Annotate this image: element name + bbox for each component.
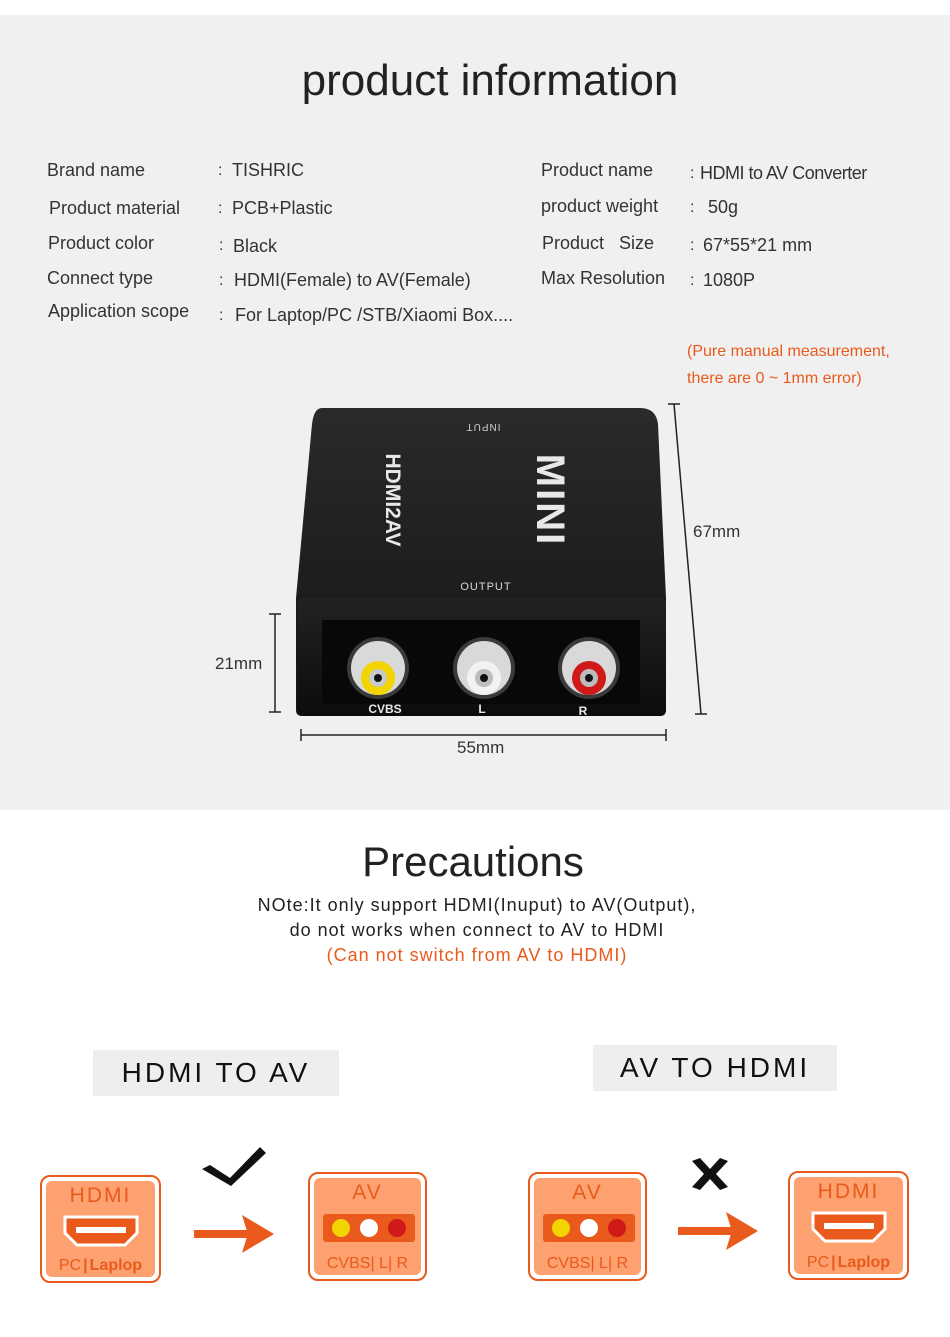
hdmi-port-title: HDMI bbox=[69, 1184, 132, 1207]
spec-value-scope: For Laptop/PC /STB/Xiaomi Box.... bbox=[235, 305, 514, 325]
spec-colon: : bbox=[690, 272, 695, 289]
av-port-card bbox=[528, 1172, 647, 1281]
mode-label-av-to-hdmi: AV TO HDMI bbox=[593, 1045, 837, 1091]
x-mark-icon bbox=[690, 1157, 730, 1191]
spec-label-resolution: Max Resolution bbox=[541, 268, 666, 288]
measurement-note-line-1: (Pure manual measurement, bbox=[687, 343, 890, 360]
hdmi-port-card: HDMI PC | Laplop bbox=[40, 1175, 161, 1283]
precautions-warning: (Can not switch from AV to HDMI) bbox=[326, 945, 628, 965]
spec-value-weight: 50g bbox=[708, 197, 739, 217]
spec-value-material: PCB+Plastic bbox=[232, 198, 333, 218]
precautions-note-line-1: NOte:It only support HDMI(Inuput) to AV(Output), bbox=[257, 895, 697, 915]
spec-value-size: 67*55*21 mm bbox=[703, 235, 813, 255]
white-dot-icon bbox=[580, 1219, 598, 1237]
jack-label-r: R bbox=[578, 704, 588, 718]
hdmi-port-title: HDMI bbox=[817, 1180, 880, 1203]
jack-left bbox=[453, 637, 515, 699]
input-label: INPUT bbox=[465, 421, 501, 432]
model-logo: HDMI2AV bbox=[381, 453, 404, 547]
spec-label-name: Product name bbox=[541, 160, 654, 180]
spec-colon: : bbox=[218, 162, 223, 179]
rca-strip bbox=[543, 1214, 635, 1242]
spec-value-color: Black bbox=[233, 236, 278, 256]
spec-value-brand: TISHRIC bbox=[232, 160, 304, 180]
dimension-width: 55mm bbox=[457, 738, 505, 757]
spec-label-size: Product Size bbox=[542, 233, 655, 253]
red-dot-icon bbox=[608, 1219, 626, 1237]
spec-label-material: Product material bbox=[49, 198, 181, 218]
spec-label-brand: Brand name bbox=[47, 160, 146, 180]
mode-label-hdmi-to-av: HDMI TO AV bbox=[93, 1050, 339, 1096]
output-label: OUTPUT bbox=[460, 581, 512, 593]
dimension-depth: 21mm bbox=[215, 654, 263, 673]
mini-logo: MINI bbox=[528, 453, 572, 547]
av-port-title: AV bbox=[352, 1181, 383, 1204]
spec-label-weight: product weight bbox=[541, 196, 659, 216]
yellow-dot-icon bbox=[332, 1219, 350, 1237]
arrow-right-icon bbox=[194, 1213, 276, 1255]
av-port-title: AV bbox=[572, 1181, 603, 1204]
spec-value-name: HDMI to AV Converter bbox=[700, 163, 867, 183]
spec-colon: : bbox=[218, 200, 223, 217]
spec-colon: : bbox=[690, 165, 695, 182]
spec-colon: : bbox=[690, 237, 695, 254]
jack-cvbs bbox=[347, 637, 409, 699]
spec-colon: : bbox=[690, 199, 695, 216]
precautions-note-line-2: do not works when connect to AV to HDMI bbox=[289, 920, 665, 940]
jack-right bbox=[558, 637, 620, 699]
spec-label-scope: Application scope bbox=[48, 301, 190, 321]
measurement-note-line-2: there are 0 ~ 1mm error) bbox=[687, 370, 862, 387]
yellow-dot-icon bbox=[552, 1219, 570, 1237]
dimension-height: 67mm bbox=[693, 522, 741, 541]
spec-colon: : bbox=[219, 307, 224, 324]
rca-strip bbox=[323, 1214, 415, 1242]
spec-label-connect: Connect type bbox=[47, 268, 154, 288]
hdmi-port-sub-pc: PC bbox=[58, 1257, 82, 1274]
hdmi-connector-icon bbox=[810, 1210, 888, 1244]
spec-label-color: Product color bbox=[48, 233, 155, 253]
product-info-title: product information bbox=[301, 56, 679, 105]
jack-label-l: L bbox=[478, 702, 486, 716]
red-dot-icon bbox=[388, 1219, 406, 1237]
spec-value-connect: HDMI(Female) to AV(Female) bbox=[234, 270, 471, 290]
hdmi-port-sub-pc: PC bbox=[806, 1254, 830, 1271]
spec-colon: : bbox=[219, 272, 224, 289]
av-port-sub: CVBS| L| R bbox=[546, 1255, 629, 1272]
hdmi-port-sub-laptop: Laplop bbox=[89, 1257, 143, 1274]
hdmi-connector-icon bbox=[62, 1214, 140, 1248]
precautions-title: Precautions bbox=[362, 838, 584, 885]
white-dot-icon bbox=[360, 1219, 378, 1237]
hdmi-port-card: HDMI PC | Laplop bbox=[788, 1171, 909, 1280]
checkmark-icon bbox=[200, 1145, 268, 1187]
arrow-right-icon bbox=[678, 1210, 760, 1252]
spec-colon: : bbox=[219, 237, 224, 254]
hdmi-port-sub-laptop: Laplop bbox=[837, 1254, 891, 1271]
spec-value-resolution: 1080P bbox=[703, 270, 756, 290]
av-port-card bbox=[308, 1172, 427, 1281]
jack-label-cvbs: CVBS bbox=[368, 702, 402, 716]
av-port-sub: CVBS| L| R bbox=[326, 1255, 409, 1272]
